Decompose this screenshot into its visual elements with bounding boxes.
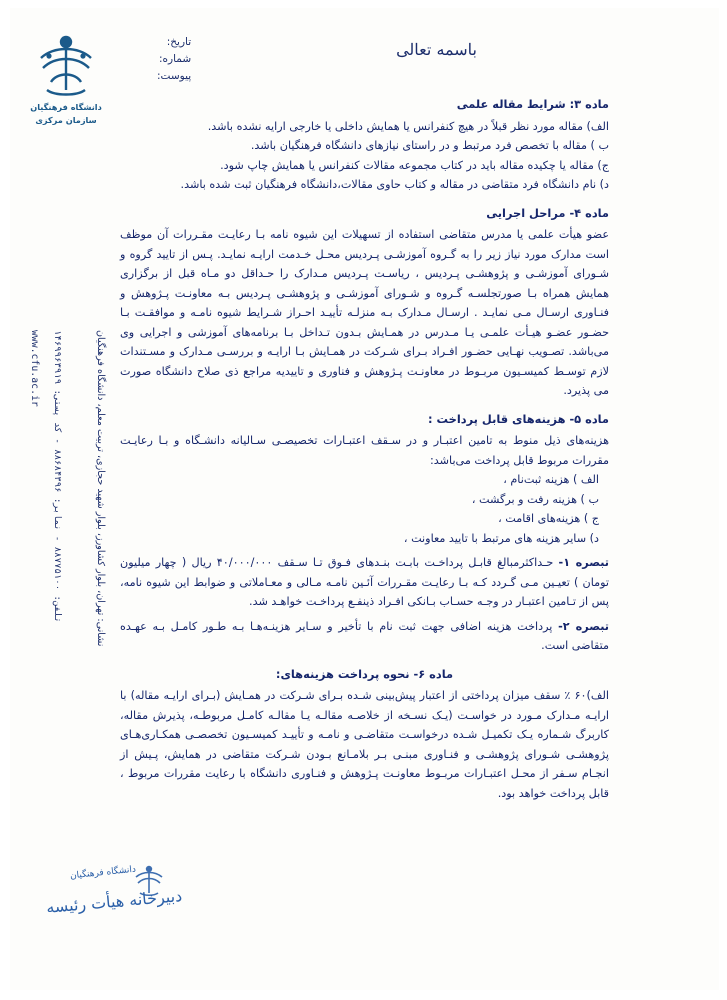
section-5-intro: هزینه‌های ذیل منوط به تامین اعتبـار و در سـقف اعتبـارات تخصیصـی سـالیانه دانشـگاه و بـا رعایـت مقررات مربوط قابل پرداخت می‌باشد: <box>120 434 609 467</box>
seal-org-label: دانشگاه فرهنگیان <box>69 864 137 882</box>
section-5-item-b: ب ) هزینه رفت و برگشت ، <box>471 492 599 506</box>
scan-edge-right <box>719 0 727 1000</box>
note-2 <box>120 617 609 656</box>
contact-website[interactable]: www.cfu.ac.ir <box>29 330 40 407</box>
logo-caption-sub: سازمان مرکزی <box>35 115 97 125</box>
meta-number-label: شماره: <box>158 53 192 65</box>
document-body <box>120 86 609 803</box>
section-3-para-b: ب ) مقاله با تخصص فرد مرتبط و در راستای نیازهای دانشگاه فرهنگیان باشد. <box>250 139 609 152</box>
organization-logo-block <box>18 28 114 126</box>
scan-edge-left <box>0 0 10 1000</box>
logo-caption: دانشگاه فرهنگیان <box>30 102 102 112</box>
section-4-title: ماده ۴- مراحل اجرایی <box>486 205 609 220</box>
section-5-item-d: د) سایر هزینه های مرتبط با تایید معاونت ، <box>403 531 599 545</box>
section-5-item-a: الف ) هزینه ثبت‌نام ، <box>503 473 599 486</box>
signature-stamp <box>40 822 220 942</box>
section-3-para-d: د) نام دانشگاه فرد متقاضی در مقاله و کتاب حاوی مقالات،دانشگاه فرهنگیان ثبت شده باشد. <box>180 178 609 191</box>
section-5-item-c: ج ) هزینه‌های اقامت ، <box>498 512 599 525</box>
seal-department-label: دبیرخانه هیأت رئیسه <box>45 886 183 917</box>
scan-edge-top <box>0 0 727 8</box>
note-2-label: تبصره ۲- <box>558 619 610 633</box>
contact-address: نشانی: تهران، بلوار کشاورز، بلوار شهید حجازی، تربیت معلم، دانشگاه فرهنگیان <box>95 330 106 647</box>
basmala-text: باسمه تعالی <box>396 40 477 59</box>
note-1-text: حـداکثرمبالغ قابـل پرداخـت بابـت بنـدهای فـوق تـا سـقف ۴۰/۰۰۰/۰۰۰ ریال ( چهار میلیون تومان ) تعیـین مـی گـردد کـه بـا رعایـت مقـررات آئـین نامـه مـالی و معـاملاتی و ضوابط این شیوه نامه، پس از تـامین اعتبـار در وجـه حسـاب بـانکی افـراد ذینفـع پرداخـت خواهـد شد. <box>120 556 609 608</box>
contact-phone: تلفن: ۸۸۷۷۵۱۰۰ - نمابر: ۸۸۶۸۴۳۹۶ - کد پستی: ۱۴۶۹۹۶۳۹۱۹ <box>52 330 62 623</box>
meta-date-label: تاریخ: <box>166 36 192 48</box>
section-6-title: ماده ۶- نحوه پرداخت هزینه‌های: <box>275 666 454 681</box>
section-5-title: ماده ۵- هزینه‌های قابل پرداخت : <box>428 411 609 426</box>
farhangian-logo-icon <box>31 28 101 100</box>
contact-strip <box>14 330 110 890</box>
note-2-text: پرداخت هزینه اضافی جهت ثبت نام با تأخیر و سـایر هزینـه‌هـا بـه طـور کامـل بـه عهـده متقاضی است. <box>120 619 609 652</box>
letter-meta <box>157 34 191 85</box>
section-3-para-c: ج) مقاله یا چکیده مقاله باید در کتاب مجموعه مقالات کنفرانس یا همایش چاپ شود. <box>220 158 609 172</box>
scan-edge-bottom <box>0 990 727 1000</box>
meta-attachment-label: پیوست: <box>157 70 192 82</box>
section-4-para: عضو هیأت علمی یا مدرس متقاضی استفاده از تسهیلات این شیوه نامه بـا رعایـت مقـررات آن موظف است مدارک مورد نیاز زیر را به گـروه آموزشـی پـردیس محـل خـدمت ارایـه نمایـد. پـس از تایید گروه و شـورای آموزشـی و پژوهشـی پـردیس ، ریاسـت پـردیس مـدارک را حـداقل دو مـاه قبل از برگزاری همایش همراه بـا صورتجلسـه گـروه و شـورای آموزشـی و پژوهشـی پـردیس بـه معاونـت پـژوهش و فنـاوری ارسـال مـی نمایـد . ارسـال مـدارک بـه منزلـه تأییـد احـراز شـرایط شیوه نامـه و موافقـت بـا حضـور عضـو هیـأت علمـی یـا مـدرس در همـایش بـدون تـداخل بـا برنامه‌های آموزشی و اجرایی وی می‌باشد. تصـویب نهـایی حضـور افـراد بـرای شـرکت در همـایش بـا ارایـه و بررسـی مـدارک و مسـتندات لازم توسـط کمیسـیون مربـوط در معاونـت پـژوهش و فناوری و تاییدیه مراجع ذی صلاح دانشگاه صورت می پذیرد. <box>120 228 609 397</box>
section-3-title: ماده ۳: شرایط مقاله علمی <box>456 97 609 111</box>
section-3-para-a: الف) مقاله مورد نظر قبلاً در هیچ کنفرانس یا همایش داخلی یا خارجی ارایه نشده باشد. <box>207 119 609 133</box>
note-1 <box>120 553 609 612</box>
section-6-para-a: الف)۶۰ ٪ سقف میزان پرداختی از اعتبار پیش‌بینی شـده بـرای شـرکت در همـایش (بـرای ارایـه مقاله) با ارایـه مـدارک مـورد در خواسـت (یـک نسـخه از خلاصـه مقالـه یـا مقالـه کامـل مربوطـه، پذیرش مقاله، کاربرگ شـماره یـک تکمیـل شـده درخواسـت متقاضـی و نامـه و تأییـد کمیسـیون تخصصـی همکـاری‌هـای پژوهشـی شـورای پژوهشـی و فنـاوری مبنـی بـر بلامـانع بـودن شـرکت متقاضی در همایش، پـیش از انجـام سـفر از محـل اعتبـارات مربـوط معاونـت پـژوهش و فنـاوری دانشگاه با رعایت مقررات مربوط ، قابل پرداخت خواهد بود. <box>120 689 609 800</box>
note-1-label: تبصره ۱- <box>558 556 609 569</box>
